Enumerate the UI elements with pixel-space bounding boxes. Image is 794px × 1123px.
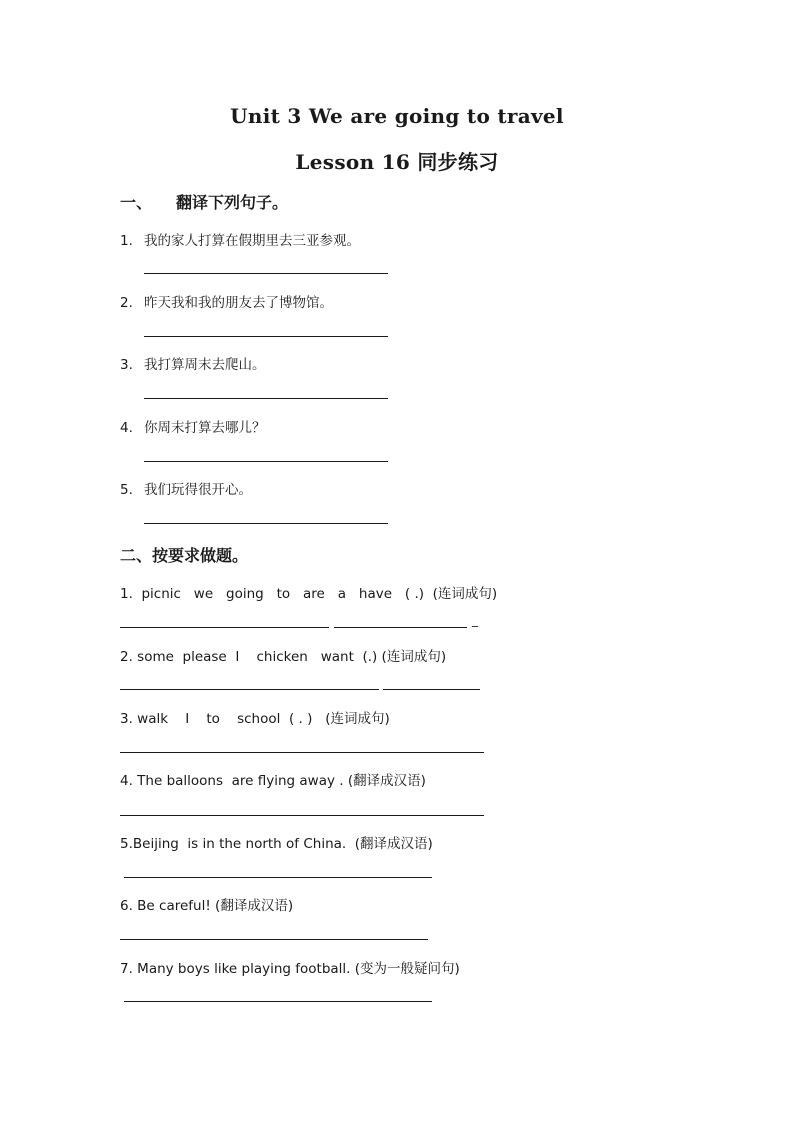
item-number: 1. bbox=[120, 233, 133, 249]
item-text: 昨天我和我的朋友去了博物馆。 bbox=[144, 295, 333, 311]
item-text: 我的家人打算在假期里去三亚参观。 bbox=[144, 233, 360, 249]
translate-item-2 bbox=[120, 291, 333, 311]
translate-item-1 bbox=[120, 229, 360, 249]
answer-line[interactable] bbox=[124, 1001, 432, 1002]
answer-line[interactable] bbox=[144, 523, 388, 524]
answer-line[interactable] bbox=[144, 461, 388, 462]
task-item-4: 4. The balloons are flying away . (翻译成汉语) bbox=[120, 773, 426, 789]
answer-line[interactable] bbox=[383, 689, 480, 690]
answer-line[interactable] bbox=[124, 877, 432, 878]
item-number: 5. bbox=[120, 482, 133, 498]
translate-item-3 bbox=[120, 353, 266, 373]
trailing-mark: _ bbox=[472, 613, 478, 627]
task-item-3: 3. walk I to school ( . ) (连词成句) bbox=[120, 711, 390, 727]
section-2-heading: 二、按要求做题。 bbox=[120, 546, 249, 565]
translate-item-5 bbox=[120, 478, 252, 498]
answer-line[interactable] bbox=[120, 752, 484, 753]
answer-line[interactable] bbox=[120, 815, 484, 816]
task-item-6: 6. Be careful! (翻译成汉语) bbox=[120, 898, 294, 914]
section-1-title: 翻译下列句子。 bbox=[176, 193, 289, 212]
answer-line[interactable] bbox=[120, 939, 428, 940]
task-item-1: 1. picnic we going to are a have ( .) (连词成句) bbox=[120, 586, 498, 602]
translate-item-4 bbox=[120, 416, 266, 436]
page-subtitle: Lesson 16 同步练习 bbox=[295, 150, 499, 174]
answer-line[interactable] bbox=[120, 689, 379, 690]
task-item-2: 2. some please I chicken want (.) (连词成句) bbox=[120, 649, 447, 665]
item-text: 我打算周末去爬山。 bbox=[144, 357, 266, 373]
task-item-7: 7. Many boys like playing football. (变为一般疑问句) bbox=[120, 961, 460, 977]
answer-line[interactable] bbox=[144, 273, 388, 274]
item-number: 3. bbox=[120, 357, 133, 373]
answer-line[interactable] bbox=[120, 627, 329, 628]
item-number: 2. bbox=[120, 295, 133, 311]
answer-line[interactable] bbox=[144, 336, 388, 337]
section-1-number: 一、 bbox=[120, 193, 153, 212]
page-title: Unit 3 We are going to travel bbox=[230, 104, 564, 128]
item-text: 你周末打算去哪儿？ bbox=[144, 420, 266, 436]
item-text: 我们玩得很开心。 bbox=[144, 482, 252, 498]
task-item-5: 5.Beijing is in the north of China. (翻译成汉语) bbox=[120, 836, 433, 852]
answer-line[interactable] bbox=[334, 627, 467, 628]
section-1-heading bbox=[120, 190, 288, 213]
item-number: 4. bbox=[120, 420, 133, 436]
answer-line[interactable] bbox=[144, 398, 388, 399]
